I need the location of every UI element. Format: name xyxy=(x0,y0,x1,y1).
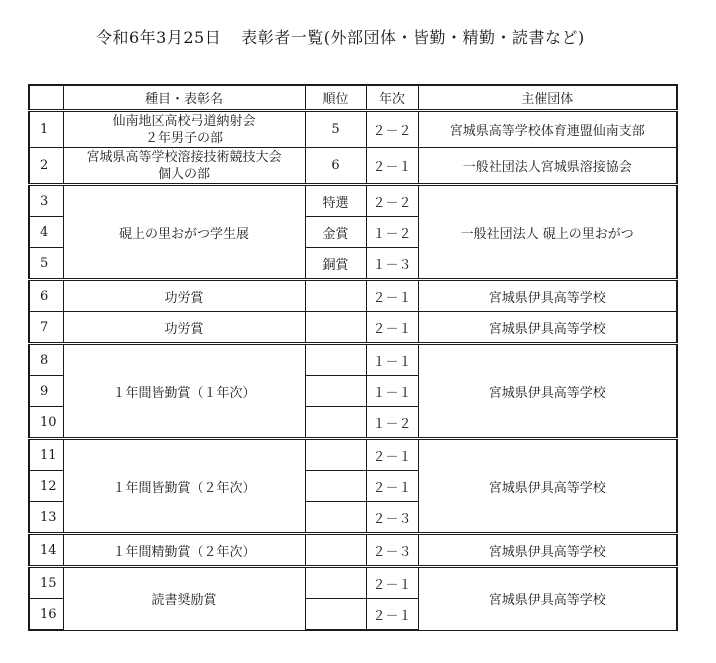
rank: 特選 xyxy=(305,185,366,217)
table-row xyxy=(29,185,677,217)
row-number: 13 xyxy=(29,502,63,534)
grade: １－１ xyxy=(366,376,418,407)
grade: ２－１ xyxy=(366,148,418,185)
grade: ２－２ xyxy=(366,185,418,217)
organizer: 一般社団法人宮城県溶接協会 xyxy=(418,148,677,185)
organizer: 宮城県伊具高等学校 xyxy=(418,439,677,534)
organizer: 宮城県伊具高等学校 xyxy=(418,567,677,631)
organizer: 宮城県伊具高等学校 xyxy=(418,534,677,567)
row-number: 16 xyxy=(29,599,63,631)
awards-table xyxy=(28,84,678,631)
award-name: １年間皆勤賞（２年次） xyxy=(63,439,305,534)
header-grade: 年次 xyxy=(366,85,418,111)
row-number: 11 xyxy=(29,439,63,471)
award-name-line: 個人の部 xyxy=(157,166,210,182)
rank: 銅賞 xyxy=(305,248,366,280)
grade: ２－２ xyxy=(366,111,418,148)
rank xyxy=(305,407,366,439)
row-number: 1 xyxy=(29,111,63,148)
award-name: 功労賞 xyxy=(63,280,305,312)
table-row xyxy=(29,148,677,185)
organizer: 宮城県高等学校体育連盟仙南支部 xyxy=(418,111,677,148)
grade: ２－１ xyxy=(366,280,418,312)
award-name: １年間精勤賞（２年次） xyxy=(63,534,305,567)
row-number: 12 xyxy=(29,471,63,502)
award-name: 読書奨励賞 xyxy=(63,567,305,631)
organizer: 一般社団法人 硯上の里おがつ xyxy=(418,185,677,280)
grade: １－２ xyxy=(366,407,418,439)
table-row xyxy=(29,439,677,471)
row-number: 9 xyxy=(29,376,63,407)
grade: ２－１ xyxy=(366,471,418,502)
grade: ２－１ xyxy=(366,312,418,344)
grade: １－３ xyxy=(366,248,418,280)
header-no xyxy=(29,85,63,111)
rank: 金賞 xyxy=(305,217,366,248)
row-number: 4 xyxy=(29,217,63,248)
organizer: 宮城県伊具高等学校 xyxy=(418,280,677,312)
table-row xyxy=(29,111,677,148)
row-number: 15 xyxy=(29,567,63,599)
award-name-line: 宮城県高等学校溶接技術競技大会 xyxy=(86,149,282,165)
award-name: 硯上の里おがつ学生展 xyxy=(63,185,305,280)
rank xyxy=(305,534,366,567)
award-name-line: 仙南地区高校弓道納射会 xyxy=(112,113,256,129)
rank xyxy=(305,312,366,344)
rank: 5 xyxy=(305,111,366,148)
rank xyxy=(305,502,366,534)
row-number: 6 xyxy=(29,280,63,312)
title-heading: 表彰者一覧(外部団体・皆勤・精勤・読書など) xyxy=(241,28,585,47)
organizer: 宮城県伊具高等学校 xyxy=(418,312,677,344)
row-number: 14 xyxy=(29,534,63,567)
document-title xyxy=(96,25,585,48)
grade: ２－３ xyxy=(366,502,418,534)
rank xyxy=(305,599,366,631)
header-award: 種目・表彰名 xyxy=(63,85,305,111)
header-organizer: 主催団体 xyxy=(418,85,677,111)
rank xyxy=(305,280,366,312)
table-row xyxy=(29,344,677,376)
grade: ２－３ xyxy=(366,534,418,567)
table-row xyxy=(29,312,677,344)
rank: 6 xyxy=(305,148,366,185)
title-date: 令和6年3月25日 xyxy=(96,28,222,47)
header-rank: 順位 xyxy=(305,85,366,111)
row-number: 3 xyxy=(29,185,63,217)
table-row xyxy=(29,280,677,312)
grade: ２－１ xyxy=(366,439,418,471)
award-name xyxy=(63,148,305,185)
grade: １－２ xyxy=(366,217,418,248)
rank xyxy=(305,567,366,599)
organizer: 宮城県伊具高等学校 xyxy=(418,344,677,439)
award-name-line: ２年男子の部 xyxy=(144,130,223,146)
table-header-row xyxy=(29,85,677,111)
row-number: 2 xyxy=(29,148,63,185)
grade: １－１ xyxy=(366,344,418,376)
rank xyxy=(305,344,366,376)
award-name: １年間皆勤賞（１年次） xyxy=(63,344,305,439)
rank xyxy=(305,376,366,407)
rank xyxy=(305,439,366,471)
table-row xyxy=(29,534,677,567)
rank xyxy=(305,471,366,502)
row-number: 10 xyxy=(29,407,63,439)
award-name: 功労賞 xyxy=(63,312,305,344)
row-number: 5 xyxy=(29,248,63,280)
row-number: 7 xyxy=(29,312,63,344)
award-name xyxy=(63,111,305,148)
table-row xyxy=(29,567,677,599)
row-number: 8 xyxy=(29,344,63,376)
grade: ２－１ xyxy=(366,599,418,631)
grade: ２－１ xyxy=(366,567,418,599)
